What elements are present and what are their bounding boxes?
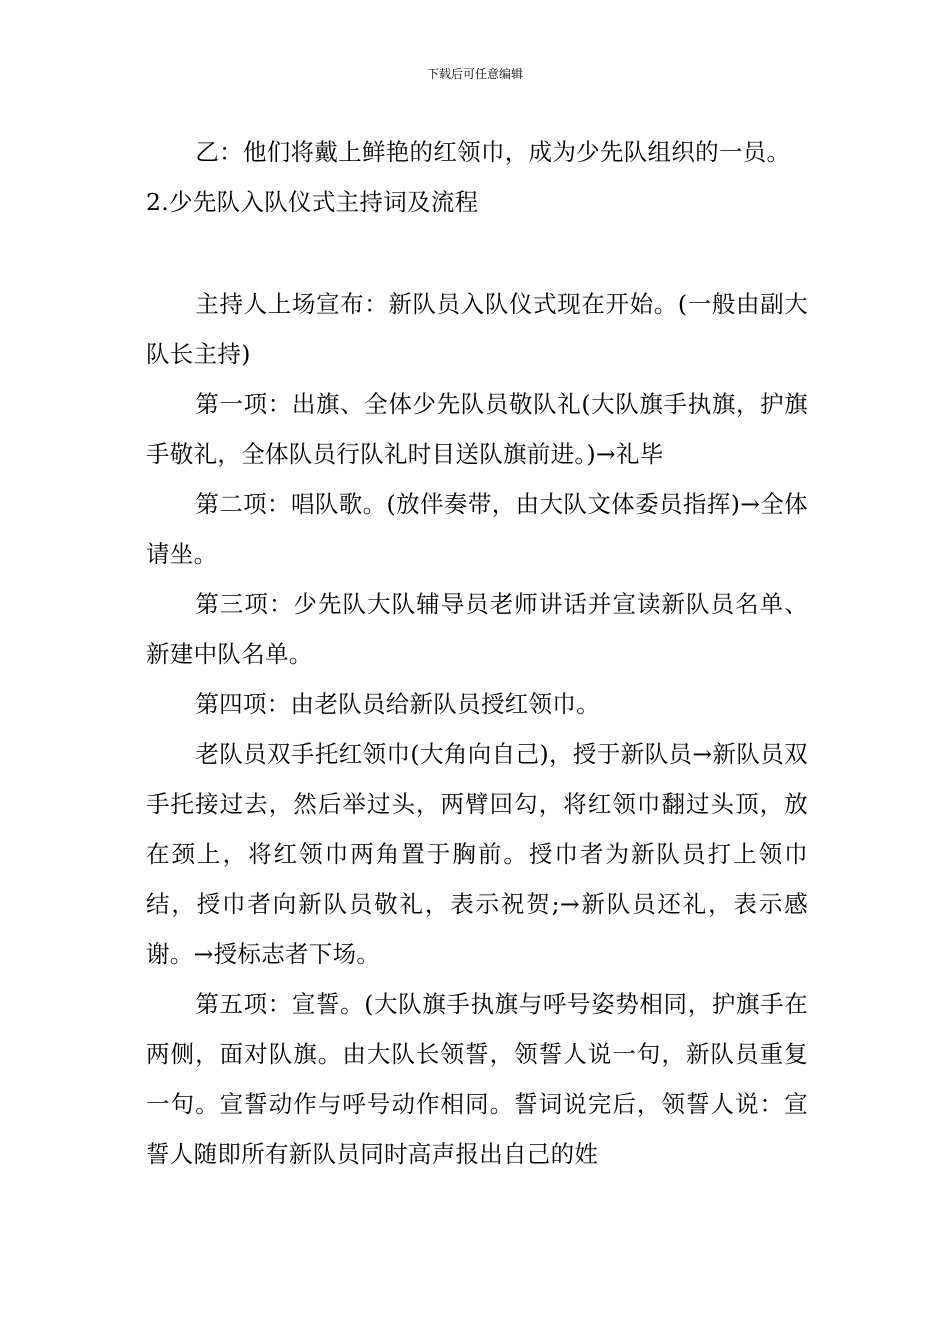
paragraph-step-four: 第四项：由老队员给新队员授红领巾。 <box>195 690 600 718</box>
section-heading: 2.少先队入队仪式主持词及流程 <box>146 188 479 216</box>
paragraph-host-announce: 主持人上场宣布：新队员入队仪式现在开始。(一般由副大队长主持) <box>146 290 808 368</box>
document-body <box>146 127 808 1179</box>
paragraph-step-one: 第一项：出旗、全体少先队员敬队礼(大队旗手执旗，护旗手敬礼，全体队员行队礼时目送队旗前进。)→礼毕 <box>146 390 808 468</box>
paragraph-step-five: 第五项：宣誓。(大队旗手执旗与呼号姿势相同，护旗手在两侧，面对队旗。由大队长领誓，领誓人说一句，新队员重复一句。宣誓动作与呼号动作相同。誓词说完后，领誓人说：宣誓人随即所有新队员同时高声报出自己的姓 <box>146 990 808 1168</box>
paragraph-scarf-procedure: 老队员双手托红领巾(大角向自己)，授于新队员→新队员双手托接过去，然后举过头，两臂回勾，将红领巾翻过头顶，放在颈上，将红领巾两角置于胸前。授巾者为新队员打上领巾结，授巾者向新队员敬礼，表示祝贺;→新队员还礼，表示感谢。→授标志者下场。 <box>146 740 808 968</box>
paragraph-step-two: 第二项：唱队歌。(放伴奏带，由大队文体委员指挥)→全体请坐。 <box>146 490 808 568</box>
paragraph-step-three: 第三项：少先队大队辅导员老师讲话并宣读新队员名单、新建中队名单。 <box>146 590 808 668</box>
page-header-note: 下载后可任意编辑 <box>426 67 523 81</box>
paragraph-intro: 乙：他们将戴上鲜艳的红领巾，成为少先队组织的一员。 <box>195 138 791 166</box>
